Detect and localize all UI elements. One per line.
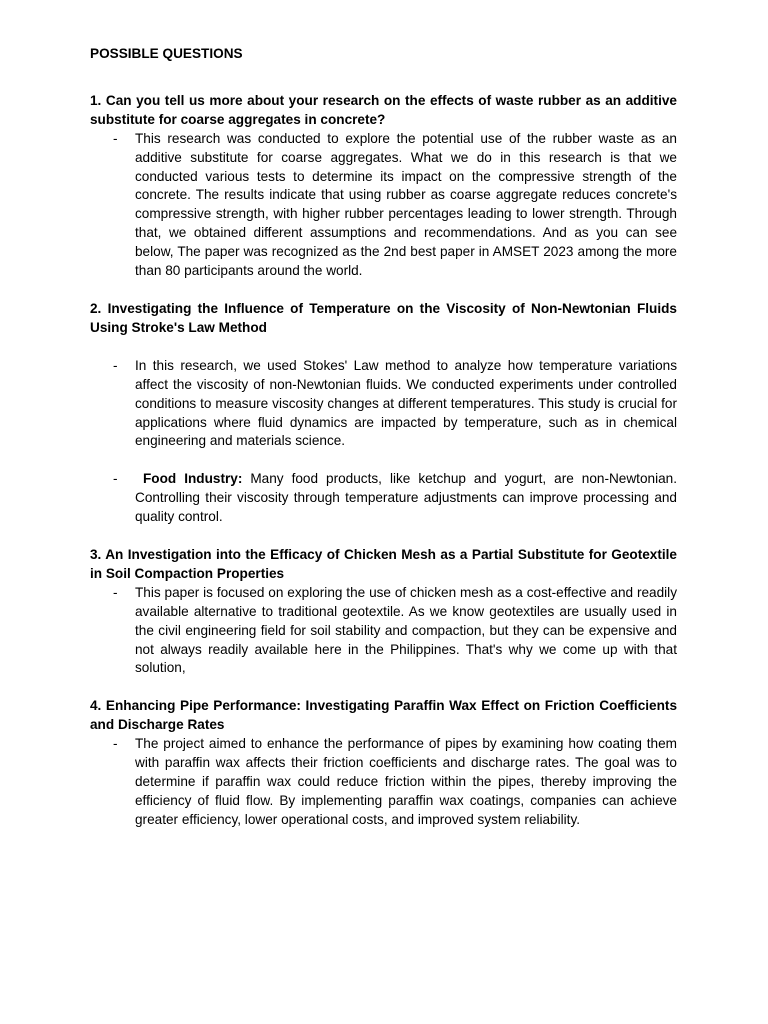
answer-text: The project aimed to enhance the performance of pipes by examining how coating them with paraffin wax affects their friction coefficients and discharge rates. The goal was to determine if paraffin wax could reduce friction within the pipes, thereby improving the efficiency of fluid flow. By implementing paraffin wax coatings, companies can achieve greater efficiency, lower operational costs, and improved system reliability. [135,736,677,827]
answer-bullet [90,470,677,527]
section-heading: 4. Enhancing Pipe Performance: Investigating Paraffin Wax Effect on Friction Coefficients and Discharge Rates [90,698,677,733]
bullet-dash: - [113,471,118,487]
answer-bullet [90,584,677,679]
question-section-3 [90,546,677,678]
lead-text: Food Industry: [143,471,243,487]
page-title: POSSIBLE QUESTIONS [90,46,243,61]
section-heading: 2. Investigating the Influence of Temperature on the Viscosity of Non-Newtonian Fluids Using Stroke's Law Method [90,300,677,335]
bullet-dash: - [113,736,118,752]
bullet-dash: - [113,357,118,373]
question-section-2 [90,300,677,527]
bullet-dash: - [113,130,118,146]
answer-bullet [90,130,677,281]
answer-text: This paper is focused on exploring the use of chicken mesh as a cost-effective and readily available alternative to traditional geotextile. As we know geotextiles are usually used in the civil engineering field for soil stability and compaction, but they can be expensive and not always readily available here in the Philippines. That's why we come up with that solution, [135,584,677,676]
question-section-4 [90,697,677,829]
answer-text: In this research, we used Stokes' Law method to analyze how temperature variations affect the viscosity of non-Newtonian fluids. We conducted experiments under controlled conditions to measure viscosity changes at different temperatures. This study is crucial for applications where fluid dynamics are impacted by temperature, such as in chemical engineering and materials science. [135,357,677,449]
document-page [90,45,677,830]
answer-text: This research was conducted to explore the potential use of the rubber waste as an additive substitute for coarse aggregates. What we do in this research is that we conducted various tests to determine its impact on the compressive strength of the concrete. The results indicate that using rubber as coarse aggregate reduces concrete's compressive strength, with higher rubber percentages leading to lower strength. Through that, we obtained different assumptions and recommendations. And as you can see below, The paper was recognized as the 2nd best paper in AMSET 2023 among the more than 80 participants around the world. [135,130,677,279]
section-heading: 1. Can you tell us more about your research on the effects of waste rubber as an additive substitute for coarse aggregates in concrete? [90,92,677,127]
answer-lead [135,471,242,486]
answer-bullet [90,357,677,452]
bullet-dash: - [113,584,118,600]
question-section-1 [90,92,677,281]
section-heading: 3. An Investigation into the Efficacy of Chicken Mesh as a Partial Substitute for Geotextile in Soil Compaction Properties [90,547,677,581]
answer-text: Many food products, like ketchup and yogurt, are non-Newtonian. Controlling their viscosity through temperature adjustments can improve processing and quality control. [135,471,677,525]
answer-bullet [90,735,677,830]
